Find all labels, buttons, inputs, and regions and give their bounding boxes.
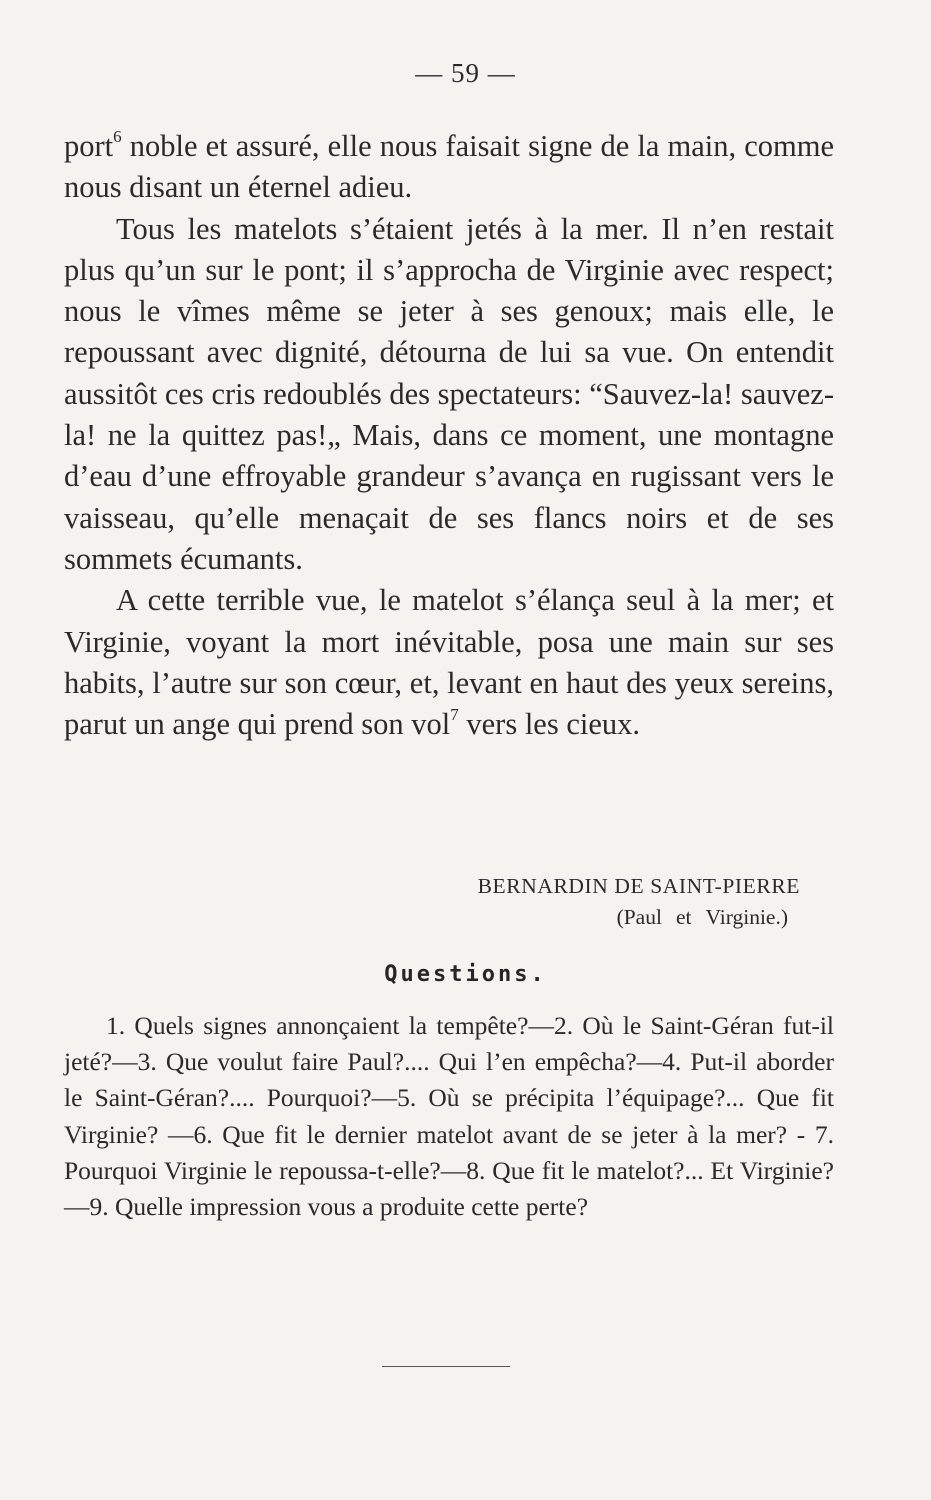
page-number: — 59 —: [415, 58, 516, 88]
section-divider: [382, 1366, 510, 1367]
work-title-open: (Paul: [616, 905, 662, 929]
passage-text: port: [64, 129, 114, 163]
work-title: [0, 905, 788, 930]
questions-heading: Questions.: [384, 962, 547, 987]
footnote-marker: 7: [450, 705, 459, 725]
footnote-marker: 6: [113, 127, 122, 146]
passage-paragraph-1: [64, 126, 834, 209]
work-title-and: et: [675, 905, 692, 929]
work-title-close: Virginie.): [705, 905, 788, 929]
questions-paragraph: 1. Quels signes annonçaient la tempête?—2. Où le Saint-Géran fut-il jeté?—3. Que voulut faire Paul?.... Qui l’en empêcha?—4. Put-il aborder le Saint-Géran?.... Pourquoi?—5. Où se précipita l’équipage?... Que fit Virginie? —6. Que fit le dernier matelot avant de se jeter à la mer? - 7. Pourquoi Virginie le repoussa-t-elle?—8. Que fit le matelot?... Et Virginie?—9. Quelle impression vous a produite cette perte?: [64, 1011, 834, 1222]
passage-text: A cette terrible vue, le matelot s’élança seul à la mer; et Virginie, voyant la mort inévitable, posa une main sur ses habits, l’autre sur son cœur, et, levant en haut des yeux sereins, parut un ange qui prend son vol: [64, 583, 834, 742]
passage: [64, 126, 834, 745]
questions-list: [64, 1008, 834, 1225]
passage-text: Tous les matelots s’étaient jetés à la mer. Il n’en restait plus qu’un sur le pont; il s’approcha de Virginie avec respect; nous le vîmes même se jeter à ses genoux; mais elle, le repoussant avec dignité, détourna de lui sa vue. On entendit aussitôt ces cris redoublés des spectateurs: “Sauvez-la! sauvez-la! ne la quittez pas!„ Mais, dans ce moment, une montagne d’eau d’une effroyable grandeur s’avança en rugissant vers le vaisseau, qu’elle menaçait de ses flancs noirs et de ses sommets écumants.: [64, 211, 834, 576]
author-name: BERNARDIN DE SAINT-PIERRE: [477, 874, 800, 898]
passage-text: vers les cieux.: [458, 707, 641, 742]
passage-paragraph-3: [64, 580, 834, 745]
passage-paragraph-2: [64, 209, 834, 581]
passage-text: noble et assuré, elle nous faisait signe de la main, comme nous disant un éternel adieu.: [64, 129, 834, 205]
